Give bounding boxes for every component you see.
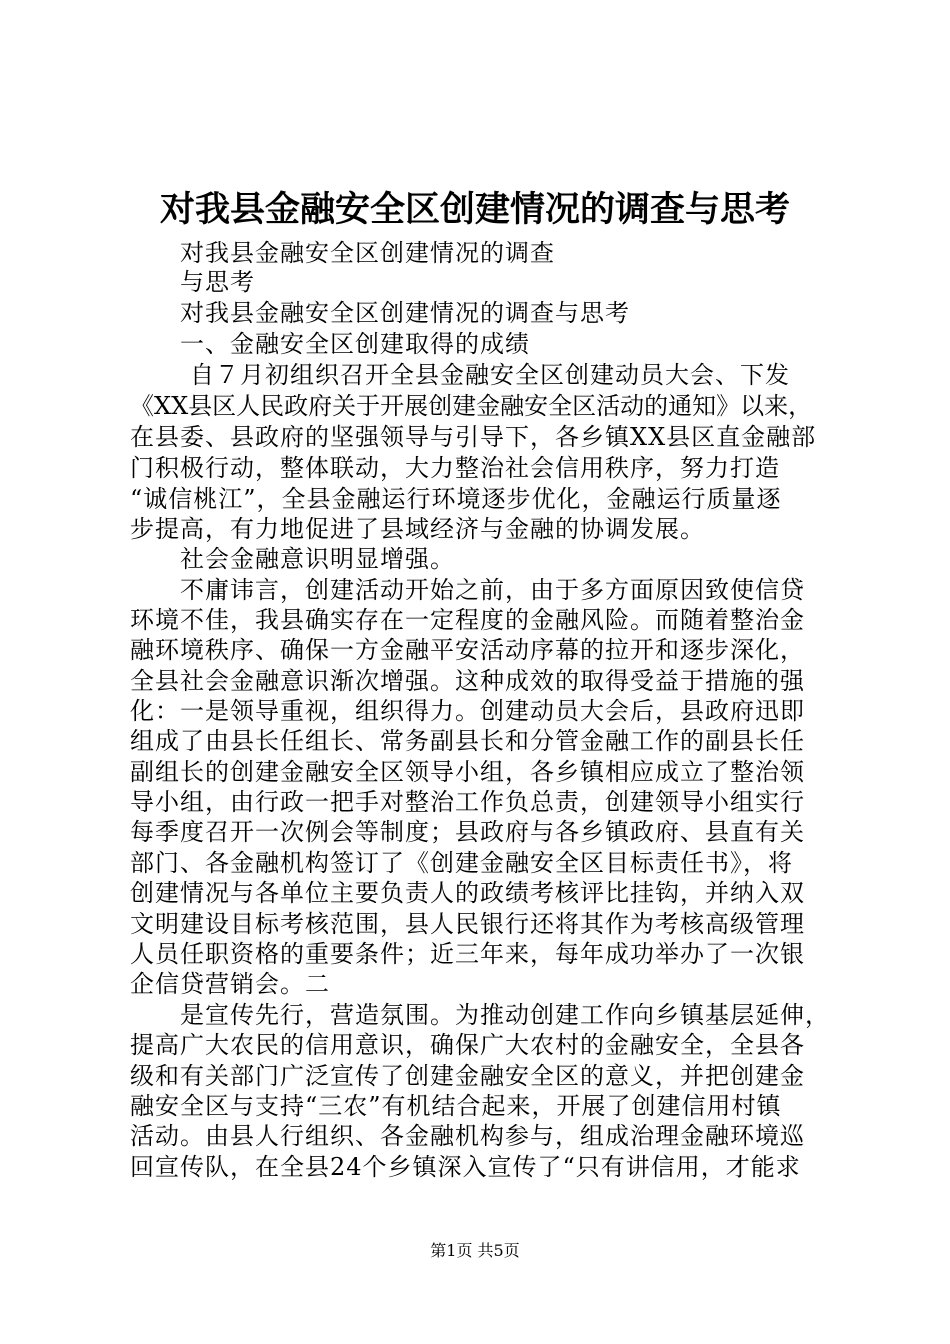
body-line: 对我县金融安全区创建情况的调查与思考: [180, 299, 630, 327]
body-line: 级和有关部门广泛宣传了创建金融安全区的意义，并把创建金: [130, 1062, 805, 1090]
body-line: 活动。由县人行组织、各金融机构参与，组成治理金融环境巡: [130, 1122, 805, 1150]
page-number-footer: 第1页 共5页: [430, 1241, 520, 1260]
body-line: 与思考: [180, 268, 255, 296]
body-line: 自７月初组织召开全县金融安全区创建动员大会、下发: [190, 361, 790, 389]
body-line: 环境不佳，我县确实存在一定程度的金融风险。而随着整治金: [130, 606, 805, 634]
body-line: 组成了由县长任组长、常务副县长和分管金融工作的副县长任: [130, 727, 805, 755]
body-line: 不庸讳言，创建活动开始之前，由于多方面原因致使信贷: [180, 576, 805, 604]
body-line: 是宣传先行，营造氛围。为推动创建工作向乡镇基层延伸，: [180, 1001, 830, 1029]
body-line: 人员任职资格的重要条件；近三年来，每年成功举办了一次银: [130, 940, 805, 968]
body-line: 融安全区与支持“三农”有机结合起来，开展了创建信用村镇: [130, 1092, 782, 1120]
body-line: 企信贷营销会。二: [130, 970, 330, 998]
section-heading: 一、金融安全区创建取得的成绩: [180, 330, 530, 358]
body-line: 创建情况与各单位主要负责人的政绩考核评比挂钩，并纳入双: [130, 879, 805, 907]
body-line: 化：一是领导重视，组织得力。创建动员大会后，县政府迅即: [130, 697, 805, 725]
body-line: 文明建设目标考核范围，县人民银行还将其作为考核高级管理: [130, 910, 805, 938]
body-line: 导小组，由行政一把手对整治工作负总责，创建领导小组实行: [130, 788, 805, 816]
body-line: 融环境秩序、确保一方金融平安活动序幕的拉开和逐步深化，: [130, 636, 805, 664]
body-line: “诚信桃江”，全县金融运行环境逐步优化，金融运行质量逐: [130, 485, 782, 513]
document-title: 对我县金融安全区创建情况的调查与思考: [159, 189, 790, 230]
body-line: 门积极行动，整体联动，大力整治社会信用秩序，努力打造: [130, 454, 780, 482]
body-line: 回宣传队，在全县24个乡镇深入宣传了“只有讲信用，才能求: [130, 1153, 801, 1181]
body-line: 每季度召开一次例会等制度；县政府与各乡镇政府、县直有关: [130, 818, 805, 846]
body-line: 全县社会金融意识渐次增强。这种成效的取得受益于措施的强: [130, 667, 805, 695]
body-line: 步提高，有力地促进了县域经济与金融的协调发展。: [130, 515, 705, 543]
body-line: 提高广大农民的信用意识，确保广大农村的金融安全，全县各: [130, 1031, 805, 1059]
body-line: 部门、各金融机构签订了《创建金融安全区目标责任书》，将: [130, 849, 793, 877]
body-line: 在县委、县政府的坚强领导与引导下，各乡镇XX县区直金融部: [130, 423, 817, 451]
body-line: 对我县金融安全区创建情况的调查: [180, 239, 555, 267]
body-line: 《XX县区人民政府关于开展创建金融安全区活动的通知》以来，: [130, 392, 813, 420]
body-line: 社会金融意识明显增强。: [180, 545, 455, 573]
body-line: 副组长的创建金融安全区领导小组，各乡镇相应成立了整治领: [130, 758, 805, 786]
